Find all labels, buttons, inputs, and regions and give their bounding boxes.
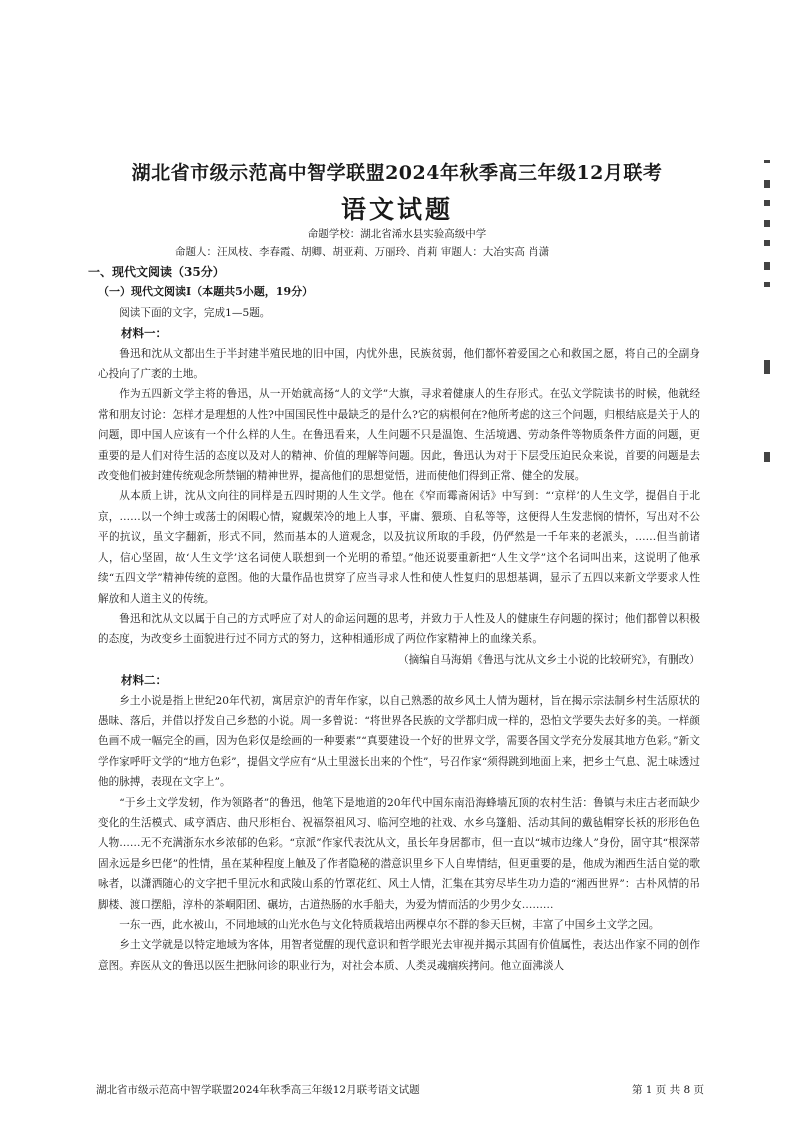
material2-label: 材料二：: [121, 673, 167, 688]
sub-heading: （一）现代文阅读Ⅰ（本题共5小题，19分）: [98, 285, 314, 299]
authors-line: 命题人：汪凤枝、李春霞、胡卿、胡亚莉、万丽玲、肖莉 审题人：大冶实高 肖潇: [175, 246, 550, 258]
binding-mark: [764, 452, 770, 462]
binding-mark: [764, 180, 770, 188]
exam-subject: 语文试题: [340, 195, 453, 224]
paragraph: 鲁迅和沈从文都出生于半封建半殖民地的旧中国，内忧外患，民族贫弱，他们都怀着爱国之心和救国之愿，将自己的全副身心投向了广袤的土地。: [98, 347, 700, 381]
paragraph: 乡土文学就是以特定地域为客体，用智者觉醒的现代意识和哲学眼光去审视并揭示其固有价值属性，表达出作家不同的创作意图。弃医从文的鲁迅以医生把脉问诊的职业行为，对社会本质、人类灵魂痼疾拷问。他立面沸淡人: [98, 939, 700, 972]
paragraph: 一东一西，此水被山，不同地域的山光水色与文化特质栽培出两棵卓尔不群的参天巨树，丰富了中国乡土文学之园。: [119, 919, 660, 931]
page-number: 第 1 页 共 8 页: [631, 1084, 704, 1096]
binding-mark: [764, 160, 770, 163]
paragraph: 从本质上讲，沈从文向往的同样是五四时期的人生文学。他在《窄而霉斋闲话》中写到：“‘京样’的人生文学，提倡自于北京，……以一个绅士或荡士的闲暇心情，窥觑荣冷的地上人事，平庸、猥琐、自私等等，这便得人生发悲悯的情怀，写出对不公平的抗议，虽文字翻新，形式不同，然而基本的人道观念，以及抗议所取的手段，仍俨然是一千年来的老派头，……但当前诸人，信心坚固，故‘人生文学’这名词使人联想到一个光明的希望。”他还说要重新把“人生文学”这个名词叫出来，这说明了他承续“五四文学”精神传统的意图。他的大量作品也贯穿了应当寻求人性和使人性复归的思想基调，显示了五四以来新文学要求人性解放和人道主义的传统。: [98, 490, 700, 605]
paragraph: 乡土小说是指上世纪20年代初，寓居京沪的青年作家，以自己熟悉的故乡风土人情为题材，旨在揭示宗法制乡村生活原状的愚昧、落后，并借以抒发自己乡愁的小说。周一多曾说：“将世界各民族的文学都归成一样的，恐怕文学要失去好多的美。一样颜色画不成一幅完全的画，因为色彩仅是绘画的一种要素”“真要建设一个好的世界文学，需要各国文学充分发展其地方色彩。”新文学作家呼吁文学的“地方色彩”，提倡文学应有“从土里滋长出来的个性”，号召作家“须得跳到地面上来，把乡土气息、泥土味透过他的脉搏，表现在文字上”。: [98, 694, 700, 789]
binding-mark: [764, 200, 770, 206]
instruction: 阅读下面的文字，完成1—5题。: [119, 306, 271, 319]
footer-title: 湖北省市级示范高中智学联盟2024年秋季高三年级12月联考语文试题: [96, 1084, 420, 1096]
exam-content: [88, 262, 700, 976]
page-footer: [96, 1082, 704, 1097]
paragraph: 鲁迅和沈从文以属于自己的方式呼应了对人的命运问题的思考，并致力于人性及人的健康生存问题的探讨；他们都曾以积极的态度，为改变乡土面貌进行过不同方式的努力，这种相通形成了两位作家精神上的血缘关系。: [98, 612, 700, 646]
binding-mark: [764, 240, 770, 246]
material1-label: 材料一：: [121, 326, 167, 341]
binding-mark: [764, 360, 770, 374]
paragraph: 作为五四新文学主将的鲁迅，从一开始就高扬“人的文学”大旗，寻求着健康人的生存形式。在弘文学院读书的时候，他就经常和朋友讨论：怎样才是理想的人性?中国国民性中最缺乏的是什么?它的病根何在?他所考虑的这三个问题，归根结底是关于人的问题，即中国人应该有一个什么样的人生。在鲁迅看来，人生问题不只是温饱、生活境遇、劳动条件等物质条件方面的问题，更重要的是人们对待生活的态度以及对人的精神、价值的理解等问题。因此，鲁迅认为对于下层受压迫民众来说，首要的问题是去改变他们被封建传统观念所禁锢的精神世界，提高他们的思想觉悟，进而使他们得到正常、健全的发展。: [98, 388, 700, 483]
paragraph: “于乡土文学发轫，作为领路者”的鲁迅，他笔下是地道的20年代中国东南沿海蜂墙瓦顶的农村生活：鲁镇与未庄古老而缺少变化的生活模式、咸亨酒店、曲尺形柜台、祝福祭祖风习、临河空地的社戏、水乡乌篷船、活动其间的戴毡帽穿长袄的形形色色人物……无不充满浙东水乡浓郁的色彩。“京派”作家代表沈从文，虽长年身居都市，但一直以“城市边缘人”身份，固守其“根深蒂固永远是乡巴佬”的性情，虽在某种程度上触及了作者隐秘的潜意识里乡下人自卑情结，但更重要的是，他成为湘西生活自觉的歌咏者，以潇洒随心的文字把千里沅水和武陵山系的竹罩花红、风土人情，汇集在其穷尽毕生功力造的“湘西世界”：古朴风情的吊脚楼、渡口摆船，淳朴的茶峒阳团、碾坊，古道热肠的水手船夫，为爱为情而活的少男少女………: [98, 796, 700, 911]
section-heading: 一、现代文阅读（35分）: [88, 265, 225, 279]
exam-title: 湖北省市级示范高中智学联盟2024年秋季高三年级12月联考: [131, 162, 663, 184]
school-line: 命题学校：湖北省浠水县实验高级中学: [307, 228, 487, 240]
source-citation: （摘编自马海娟《鲁迅与沈从文乡土小说的比较研究》，有删改）: [398, 653, 700, 666]
binding-mark: [764, 262, 770, 270]
binding-mark: [764, 220, 770, 227]
binding-mark: [764, 282, 770, 287]
